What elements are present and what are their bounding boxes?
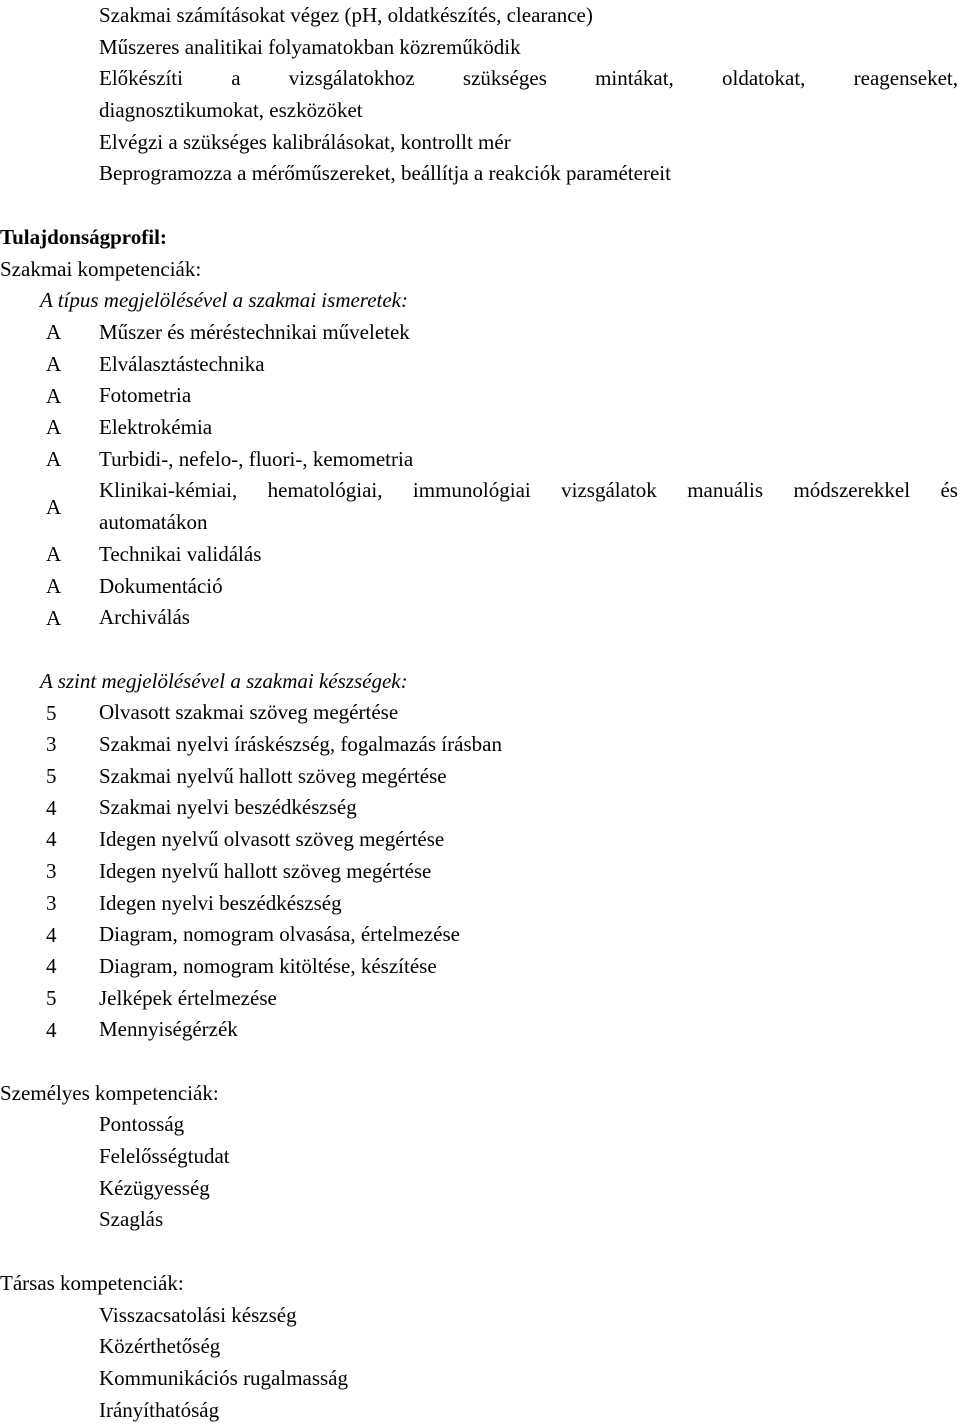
skill-text: Mennyiségérzék	[99, 1017, 238, 1042]
knowledge-text: Műszer és méréstechnikai műveletek	[99, 319, 410, 344]
spacer	[0, 634, 960, 666]
knowledge-item	[0, 539, 960, 571]
task-line: Szakmai számításokat végez (pH, oldatkészítés, clearance)	[99, 3, 593, 27]
justified-line	[99, 475, 960, 507]
personal-heading: Személyes kompetenciák:	[0, 1080, 219, 1105]
knowledge-text: Archiválás	[99, 605, 190, 630]
skill-text: Diagram, nomogram olvasása, értelmezése	[99, 922, 460, 947]
word: oldatokat,	[722, 66, 806, 91]
level-code: 4	[46, 827, 57, 852]
word: Klinikai-kémiai,	[99, 478, 238, 503]
personal-item: Szaglás	[99, 1207, 164, 1232]
skill-text: Szakmai nyelvű hallott szöveg megértése	[99, 763, 447, 788]
type-code: A	[46, 447, 62, 472]
word: hematológiai,	[267, 478, 383, 503]
social-item: Kommunikációs rugalmasság	[99, 1365, 349, 1390]
skill-item	[0, 729, 960, 761]
word: manuális	[687, 478, 764, 503]
level-code: 5	[46, 764, 57, 789]
type-code: A	[46, 351, 62, 376]
knowledge-item	[0, 412, 960, 444]
word: a	[231, 66, 241, 91]
skill-item	[0, 761, 960, 793]
word: immunológiai	[412, 478, 531, 503]
word: és	[940, 478, 958, 503]
level-code: 5	[46, 985, 57, 1010]
skill-item	[0, 824, 960, 856]
word: reagenseket,	[853, 66, 958, 91]
continuation-line: automatákon	[99, 510, 208, 535]
professional-heading: Szakmai kompetenciák:	[0, 256, 202, 281]
skill-text: Szakmai nyelvi íráskészség, fogalmazás írásban	[99, 731, 502, 756]
type-code: A	[46, 605, 62, 630]
level-code: 3	[46, 859, 57, 884]
level-code: 4	[46, 1017, 57, 1042]
skill-text: Idegen nyelvi beszédkészség	[99, 890, 342, 915]
knowledge-text	[99, 475, 960, 538]
spacer	[0, 1046, 960, 1078]
skill-item	[0, 856, 960, 888]
skills-list	[0, 697, 960, 1046]
knowledge-item	[0, 349, 960, 381]
level-code: 3	[46, 732, 57, 757]
social-item: Visszacsatolási készség	[99, 1302, 297, 1327]
task-line-justified	[0, 63, 960, 95]
knowledge-text: Elektrokémia	[99, 414, 213, 439]
skill-text: Szakmai nyelvi beszédkészség	[99, 795, 357, 820]
level-code: 4	[46, 954, 57, 979]
profile-heading: Tulajdonságprofil:	[0, 224, 167, 249]
personal-list	[0, 1109, 960, 1236]
task-line: Beprogramozza a mérőműszereket, beállítja a reakciók paramétereit	[99, 161, 671, 186]
word: Előkészíti	[99, 66, 183, 91]
type-code: A	[46, 320, 62, 345]
word: szükséges	[462, 66, 547, 91]
social-item: Közérthetőség	[99, 1334, 221, 1359]
knowledge-item	[0, 317, 960, 349]
task-line: Elvégzi a szükséges kalibrálásokat, kontrollt mér	[99, 129, 511, 154]
skill-item	[0, 983, 960, 1015]
skill-text: Idegen nyelvű hallott szöveg megértése	[99, 858, 432, 883]
skill-item	[0, 951, 960, 983]
task-line-continuation: diagnosztikumokat, eszközöket	[99, 98, 363, 123]
skill-item	[0, 697, 960, 729]
knowledge-item	[0, 571, 960, 603]
knowledge-item	[0, 602, 960, 634]
skills-heading: A szint megjelölésével a szakmai készségek:	[40, 668, 408, 693]
type-code: A	[46, 542, 62, 567]
type-code: A	[46, 383, 62, 408]
word: módszerekkel	[793, 478, 911, 503]
social-item: Irányíthatóság	[99, 1397, 220, 1422]
personal-item: Kézügyesség	[99, 1175, 210, 1200]
skill-item	[0, 792, 960, 824]
skill-text: Diagram, nomogram kitöltése, készítése	[99, 953, 437, 978]
skill-text: Jelképek értelmezése	[99, 985, 277, 1010]
spacer	[0, 190, 960, 222]
skill-item	[0, 1014, 960, 1046]
knowledge-heading: A típus megjelölésével a szakmai ismeretek:	[40, 288, 408, 313]
word: vizsgálatok	[561, 478, 657, 503]
knowledge-text: Technikai validálás	[99, 541, 262, 566]
level-code: 4	[46, 795, 57, 820]
knowledge-text: Dokumentáció	[99, 573, 223, 598]
social-heading: Társas kompetenciák:	[0, 1270, 184, 1295]
knowledge-item	[0, 380, 960, 412]
spacer	[0, 1236, 960, 1268]
knowledge-item	[0, 444, 960, 476]
knowledge-list	[0, 317, 960, 634]
social-list	[0, 1300, 960, 1426]
level-code: 4	[46, 922, 57, 947]
type-code: A	[46, 494, 62, 519]
level-code: 5	[46, 700, 57, 725]
type-code: A	[46, 573, 62, 598]
word: vizsgálatokhoz	[288, 66, 415, 91]
knowledge-text: Turbidi-, nefelo-, fluori-, kemometria	[99, 446, 414, 471]
word: mintákat,	[595, 66, 674, 91]
skill-text: Idegen nyelvű olvasott szöveg megértése	[99, 827, 445, 852]
task-line: Műszeres analitikai folyamatokban közreműködik	[99, 34, 521, 59]
personal-item: Felelősségtudat	[99, 1144, 230, 1169]
knowledge-text: Elválasztástechnika	[99, 351, 265, 376]
knowledge-item	[0, 475, 960, 538]
skill-item	[0, 919, 960, 951]
skill-text: Olvasott szakmai szöveg megértése	[99, 700, 399, 725]
personal-item: Pontosság	[99, 1112, 185, 1137]
knowledge-text: Fotometria	[99, 383, 192, 408]
level-code: 3	[46, 890, 57, 915]
type-code: A	[46, 415, 62, 440]
skill-item	[0, 888, 960, 920]
